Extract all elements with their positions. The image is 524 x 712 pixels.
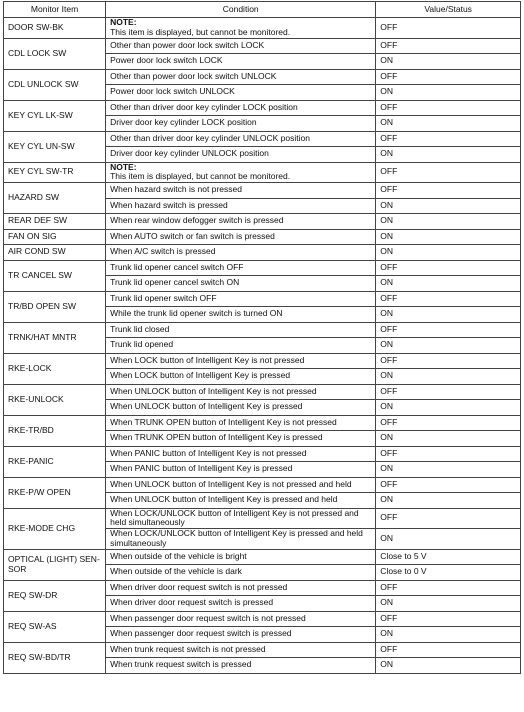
value-status-cell: OFF xyxy=(376,183,521,199)
monitor-item-cell: AIR COND SW xyxy=(4,245,106,261)
monitor-item-cell: OPTICAL (LIGHT) SEN-SOR xyxy=(4,549,106,580)
note-label: NOTE: xyxy=(110,161,137,172)
condition-text: Driver door key cylinder UNLOCK position xyxy=(110,148,269,159)
value-status-cell: ON xyxy=(376,369,521,385)
header-condition: Condition xyxy=(106,2,376,18)
value-status-cell: OFF xyxy=(376,384,521,400)
condition-text: When outside of the vehicle is bright xyxy=(110,550,247,561)
table-row xyxy=(4,100,521,116)
condition-cell xyxy=(106,627,376,643)
condition-text: Trunk lid opener cancel switch ON xyxy=(110,277,240,288)
condition-text: When UNLOCK button of Intelligent Key is pressed and held xyxy=(110,494,338,505)
condition-text: When UNLOCK button of Intelligent Key is not pressed and held xyxy=(110,478,352,489)
condition-text: Other than driver door key cylinder UNLOCK position xyxy=(110,132,310,143)
condition-text: When hazard switch is pressed xyxy=(110,199,228,210)
value-status-cell: OFF xyxy=(376,611,521,627)
value-status-cell: Close to 5 V xyxy=(376,549,521,565)
condition-cell xyxy=(106,596,376,612)
table-row xyxy=(4,322,521,338)
table-row xyxy=(4,245,521,261)
table-row xyxy=(4,38,521,54)
monitor-item-cell: DOOR SW-BK xyxy=(4,18,106,39)
value-status-cell: ON xyxy=(376,116,521,132)
condition-text: When driver door request switch is pressed xyxy=(110,597,274,608)
value-status-cell: OFF xyxy=(376,642,521,658)
value-status-cell: Close to 0 V xyxy=(376,565,521,581)
condition-cell xyxy=(106,54,376,70)
condition-cell xyxy=(106,116,376,132)
value-status-cell: ON xyxy=(376,54,521,70)
monitor-item-cell: REQ SW-DR xyxy=(4,580,106,611)
monitor-item-cell: RKE-MODE CHG xyxy=(4,508,106,549)
table-row xyxy=(4,183,521,199)
condition-text: When LOCK/UNLOCK button of Intelligent Key is pressed and held simultaneously xyxy=(110,528,363,548)
condition-text: When PANIC button of Intelligent Key is pressed xyxy=(110,463,293,474)
condition-text: When UNLOCK button of Intelligent Key is not pressed xyxy=(110,385,317,396)
monitor-item-cell: TRNK/HAT MNTR xyxy=(4,322,106,353)
value-status-cell: OFF xyxy=(376,131,521,147)
table-row xyxy=(4,415,521,431)
monitor-item-cell: TR/BD OPEN SW xyxy=(4,291,106,322)
table-row xyxy=(4,260,521,276)
value-status-cell: OFF xyxy=(376,69,521,85)
value-status-cell: ON xyxy=(376,147,521,163)
value-status-cell: ON xyxy=(376,627,521,643)
value-status-cell: ON xyxy=(376,245,521,261)
value-status-cell: OFF xyxy=(376,415,521,431)
condition-text: When trunk request switch is pressed xyxy=(110,659,252,670)
condition-cell xyxy=(106,565,376,581)
condition-text: When TRUNK OPEN button of Intelligent Key is not pressed xyxy=(110,416,337,427)
condition-text: When AUTO switch or fan switch is pressed xyxy=(110,230,275,241)
value-status-cell: ON xyxy=(376,85,521,101)
table-row xyxy=(4,642,521,658)
table-row xyxy=(4,291,521,307)
table-row xyxy=(4,69,521,85)
condition-text: Other than power door lock switch UNLOCK xyxy=(110,70,277,81)
value-status-cell: OFF xyxy=(376,162,521,183)
header-monitor-item: Monitor Item xyxy=(4,2,106,18)
condition-cell xyxy=(106,85,376,101)
condition-text: This item is displayed, but cannot be monitored. xyxy=(110,26,291,37)
monitor-item-cell: RKE-TR/BD xyxy=(4,415,106,446)
monitor-item-cell: KEY CYL LK-SW xyxy=(4,100,106,131)
condition-text: When PANIC button of Intelligent Key is not pressed xyxy=(110,447,307,458)
condition-text: This item is displayed, but cannot be monitored. xyxy=(110,171,291,182)
condition-text: When A/C switch is pressed xyxy=(110,246,216,257)
condition-cell xyxy=(106,642,376,658)
condition-cell xyxy=(106,658,376,674)
condition-text: Power door lock switch UNLOCK xyxy=(110,86,235,97)
table-row xyxy=(4,611,521,627)
value-status-cell: ON xyxy=(376,229,521,245)
table-row xyxy=(4,131,521,147)
condition-text: When rear window defogger switch is pressed xyxy=(110,215,284,226)
note-label: NOTE: xyxy=(110,17,137,27)
monitor-item-cell: REAR DEF SW xyxy=(4,214,106,230)
monitor-item-cell: HAZARD SW xyxy=(4,183,106,214)
condition-cell xyxy=(106,260,376,276)
condition-cell xyxy=(106,245,376,261)
table-row xyxy=(4,162,521,183)
condition-cell xyxy=(106,338,376,354)
value-status-cell: ON xyxy=(376,462,521,478)
condition-cell xyxy=(106,131,376,147)
condition-cell xyxy=(106,353,376,369)
value-status-cell: OFF xyxy=(376,322,521,338)
condition-text: When trunk request switch is not pressed xyxy=(110,643,266,654)
condition-text: When passenger door request switch is pressed xyxy=(110,628,292,639)
condition-text: Trunk lid opened xyxy=(110,339,174,350)
value-status-cell: OFF xyxy=(376,508,521,529)
condition-cell xyxy=(106,549,376,565)
condition-cell xyxy=(106,276,376,292)
table-row xyxy=(4,580,521,596)
value-status-cell: ON xyxy=(376,493,521,509)
value-status-cell: ON xyxy=(376,307,521,323)
monitor-item-cell: CDL LOCK SW xyxy=(4,38,106,69)
condition-cell xyxy=(106,18,376,39)
monitor-item-cell: RKE-UNLOCK xyxy=(4,384,106,415)
value-status-cell: ON xyxy=(376,338,521,354)
value-status-cell: ON xyxy=(376,400,521,416)
monitor-table xyxy=(3,1,521,674)
value-status-cell: OFF xyxy=(376,38,521,54)
monitor-item-cell: RKE-PANIC xyxy=(4,446,106,477)
condition-cell xyxy=(106,580,376,596)
value-status-cell: OFF xyxy=(376,477,521,493)
table-row xyxy=(4,18,521,39)
value-status-cell: OFF xyxy=(376,580,521,596)
condition-cell xyxy=(106,529,376,550)
table-row xyxy=(4,446,521,462)
condition-cell xyxy=(106,69,376,85)
condition-cell xyxy=(106,291,376,307)
condition-cell xyxy=(106,162,376,183)
condition-cell xyxy=(106,147,376,163)
condition-cell xyxy=(106,431,376,447)
condition-cell xyxy=(106,508,376,529)
condition-text: Driver door key cylinder LOCK position xyxy=(110,117,257,128)
header-row xyxy=(4,2,521,18)
condition-cell xyxy=(106,415,376,431)
value-status-cell: OFF xyxy=(376,353,521,369)
condition-text: When LOCK button of Intelligent Key is pressed xyxy=(110,370,291,381)
condition-text: When UNLOCK button of Intelligent Key is pressed xyxy=(110,401,303,412)
monitor-item-cell: KEY CYL UN-SW xyxy=(4,131,106,162)
condition-cell xyxy=(106,493,376,509)
condition-cell xyxy=(106,198,376,214)
monitor-item-cell: TR CANCEL SW xyxy=(4,260,106,291)
value-status-cell: ON xyxy=(376,198,521,214)
condition-text: When passenger door request switch is not pressed xyxy=(110,612,306,623)
condition-text: Power door lock switch LOCK xyxy=(110,55,223,66)
table-row xyxy=(4,214,521,230)
condition-cell xyxy=(106,307,376,323)
condition-cell xyxy=(106,369,376,385)
condition-text: Trunk lid opener switch OFF xyxy=(110,292,217,303)
monitor-item-cell: FAN ON SIG xyxy=(4,229,106,245)
table-row xyxy=(4,384,521,400)
condition-cell xyxy=(106,611,376,627)
value-status-cell: OFF xyxy=(376,100,521,116)
value-status-cell: OFF xyxy=(376,291,521,307)
table-row xyxy=(4,229,521,245)
condition-cell xyxy=(106,384,376,400)
condition-text: When TRUNK OPEN button of Intelligent Key is pressed xyxy=(110,432,323,443)
value-status-cell: ON xyxy=(376,596,521,612)
condition-text: When LOCK button of Intelligent Key is not pressed xyxy=(110,354,305,365)
condition-cell xyxy=(106,214,376,230)
value-status-cell: OFF xyxy=(376,18,521,39)
condition-cell xyxy=(106,400,376,416)
condition-cell xyxy=(106,100,376,116)
value-status-cell: ON xyxy=(376,214,521,230)
condition-text: While the trunk lid opener switch is turned ON xyxy=(110,308,283,319)
condition-cell xyxy=(106,38,376,54)
condition-cell xyxy=(106,229,376,245)
value-status-cell: OFF xyxy=(376,446,521,462)
condition-text: Other than driver door key cylinder LOCK position xyxy=(110,101,298,112)
value-status-cell: ON xyxy=(376,529,521,550)
monitor-item-cell: CDL UNLOCK SW xyxy=(4,69,106,100)
value-status-cell: OFF xyxy=(376,260,521,276)
table-row xyxy=(4,477,521,493)
table-row xyxy=(4,353,521,369)
value-status-cell: ON xyxy=(376,431,521,447)
condition-text: When LOCK/UNLOCK button of Intelligent Key is not pressed and held simultaneously xyxy=(110,507,359,528)
monitor-item-cell: RKE-P/W OPEN xyxy=(4,477,106,508)
condition-cell xyxy=(106,462,376,478)
header-value-status: Value/Status xyxy=(376,2,521,18)
monitor-item-cell: REQ SW-BD/TR xyxy=(4,642,106,673)
table-row xyxy=(4,508,521,529)
monitor-item-cell: RKE-LOCK xyxy=(4,353,106,384)
condition-text: Trunk lid closed xyxy=(110,323,170,334)
condition-cell xyxy=(106,322,376,338)
condition-cell xyxy=(106,183,376,199)
condition-cell xyxy=(106,446,376,462)
table-body xyxy=(4,18,521,674)
monitor-item-cell: REQ SW-AS xyxy=(4,611,106,642)
condition-text: When hazard switch is not pressed xyxy=(110,184,242,195)
condition-text: When driver door request switch is not pressed xyxy=(110,581,288,592)
value-status-cell: ON xyxy=(376,658,521,674)
monitor-item-cell: KEY CYL SW-TR xyxy=(4,162,106,183)
table-row xyxy=(4,549,521,565)
condition-text: When outside of the vehicle is dark xyxy=(110,566,242,577)
condition-cell xyxy=(106,477,376,493)
condition-text: Other than power door lock switch LOCK xyxy=(110,39,265,50)
value-status-cell: ON xyxy=(376,276,521,292)
condition-text: Trunk lid opener cancel switch OFF xyxy=(110,261,244,272)
